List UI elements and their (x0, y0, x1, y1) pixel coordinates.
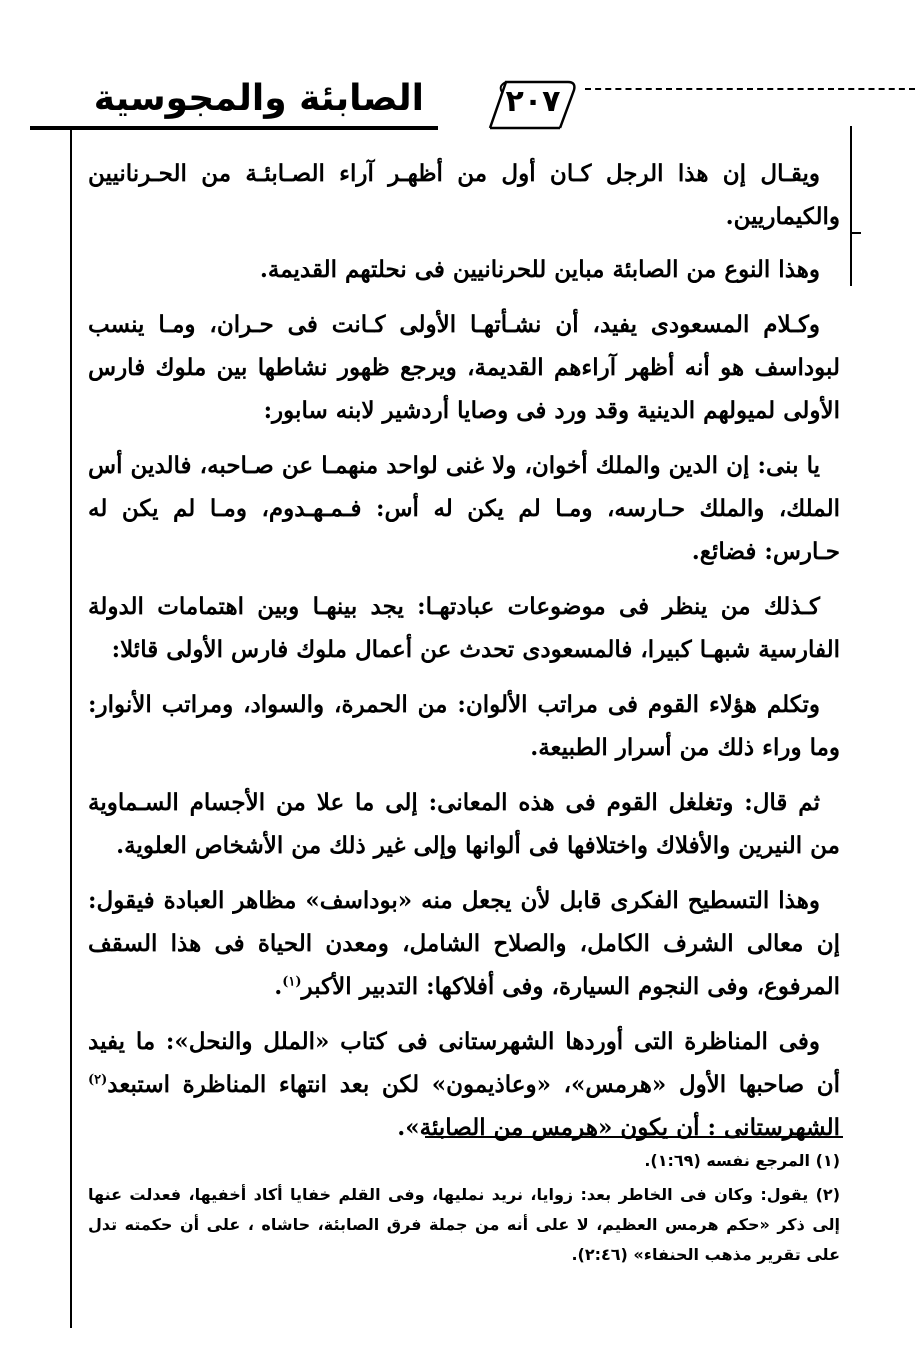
footnote-1: (١) المرجع نفسه (١:٦٩). (644, 1151, 840, 1170)
page-header (0, 70, 922, 140)
paragraph-text: وفى المناظرة التى أوردها الشهرستانى فى كتاب «الملل والنحل»: ما يفيد أن صاحبها الأول «هرمس»، «وعاذيمون» لكن بعد انتهاء المناظرة استبعد (88, 1028, 840, 1098)
quote-paragraph: يا بنى: إن الدين والملك أخوان، ولا غنى لواحد منهمـا عن صـاحبه، فالدين أس الملك، والملك حـارسه، ومـا لم يكن له أس: فـمـهـدوم، ومـا لم يكن له حـارس: فضائع. (88, 452, 840, 565)
paragraph: كـذلك من ينظر فى موضوعات عبادتهـا: يجد بينهـا وبين اهتمامات الدولة الفارسية شبهـا كبيرا، فالمسعودى تحدث عن أعمال ملوك فارس الأولى قائلا: (88, 593, 840, 663)
frame-right-line (850, 126, 852, 286)
footnote-ref-2: (٢) (88, 1072, 108, 1088)
frame-left-line (70, 128, 72, 1328)
paragraph: ويقـال إن هذا الرجل كـان أول من أظهـر آراء الصـابئـة من الحـرنانيين والكيماريين. (88, 160, 840, 230)
footnote-2: (٢) يقول: وكان فى الخاطر بعد: زوايا، نريد نمليها، وفى القلم خفايا أكاد أخفيها، فعدلت عنها إلى ذكر «حكم هرمس العظيم، لا على أنه من جملة فرق الصابئة، حاشاه ، على أن حكمته تدل على تقرير مذهب الحنفاء» (٢:٤٦). (88, 1185, 840, 1264)
footnote-ref-1: (١) (282, 974, 302, 990)
paragraph: ثم قال: وتغلغل القوم فى هذه المعانى: إلى ما علا من الأجسام السـماوية من النيرين والأفلاك واختلافها فى ألوانها وإلى غير ذلك من الأشخاص العلوية. (88, 789, 840, 859)
body-text (88, 152, 840, 1161)
paragraph-text: وهذا التسطيح الفكرى قابل لأن يجعل منه «بوداسف» مظاهر العبادة فيقول: إن معالى الشرف الكامل، والصلاح الشامل، ومعدن الحياة فى هذا السقف المرفوع، وفى النجوم السيارة، وفى أفلاكها: التدبير الأكبر (88, 887, 840, 1000)
paragraph: وكـلام المسعودى يفيد، أن نشـأتهـا الأولى كـانت فى حـران، ومـا ينسب لبوداسف هو أنه أظهر آراءهم القديمة، ويرجع ظهور نشاطها بين ملوك فارس الأولى لميولهم الدينية وقد ورد فى وصايا أردشير لابنه سابور: (88, 311, 840, 424)
paragraph (88, 1020, 840, 1149)
footnotes (88, 1146, 840, 1274)
running-title: الصابئة والمجوسية (93, 78, 424, 119)
paragraph-text: الشهرستانى : أن يكون «هرمس من الصابئة». (397, 1114, 840, 1141)
paragraph: وتكلم هؤلاء القوم فى مراتب الألوان: من الحمرة، والسواد، ومراتب الأنوار: وما وراء ذلك من أسرار الطبيعة. (88, 691, 840, 761)
header-dashed-rule (585, 88, 915, 90)
frame-right-tick (851, 232, 861, 234)
paragraph-end: . (274, 973, 283, 1000)
frame-corner (70, 126, 110, 129)
paragraph: وهذا النوع من الصابئة مباين للحرنانيين فى نحلتهم القديمة. (259, 256, 820, 283)
footnote-separator (425, 1136, 843, 1138)
paragraph (88, 879, 840, 1008)
page-number: ٢٠٧ (505, 84, 561, 119)
